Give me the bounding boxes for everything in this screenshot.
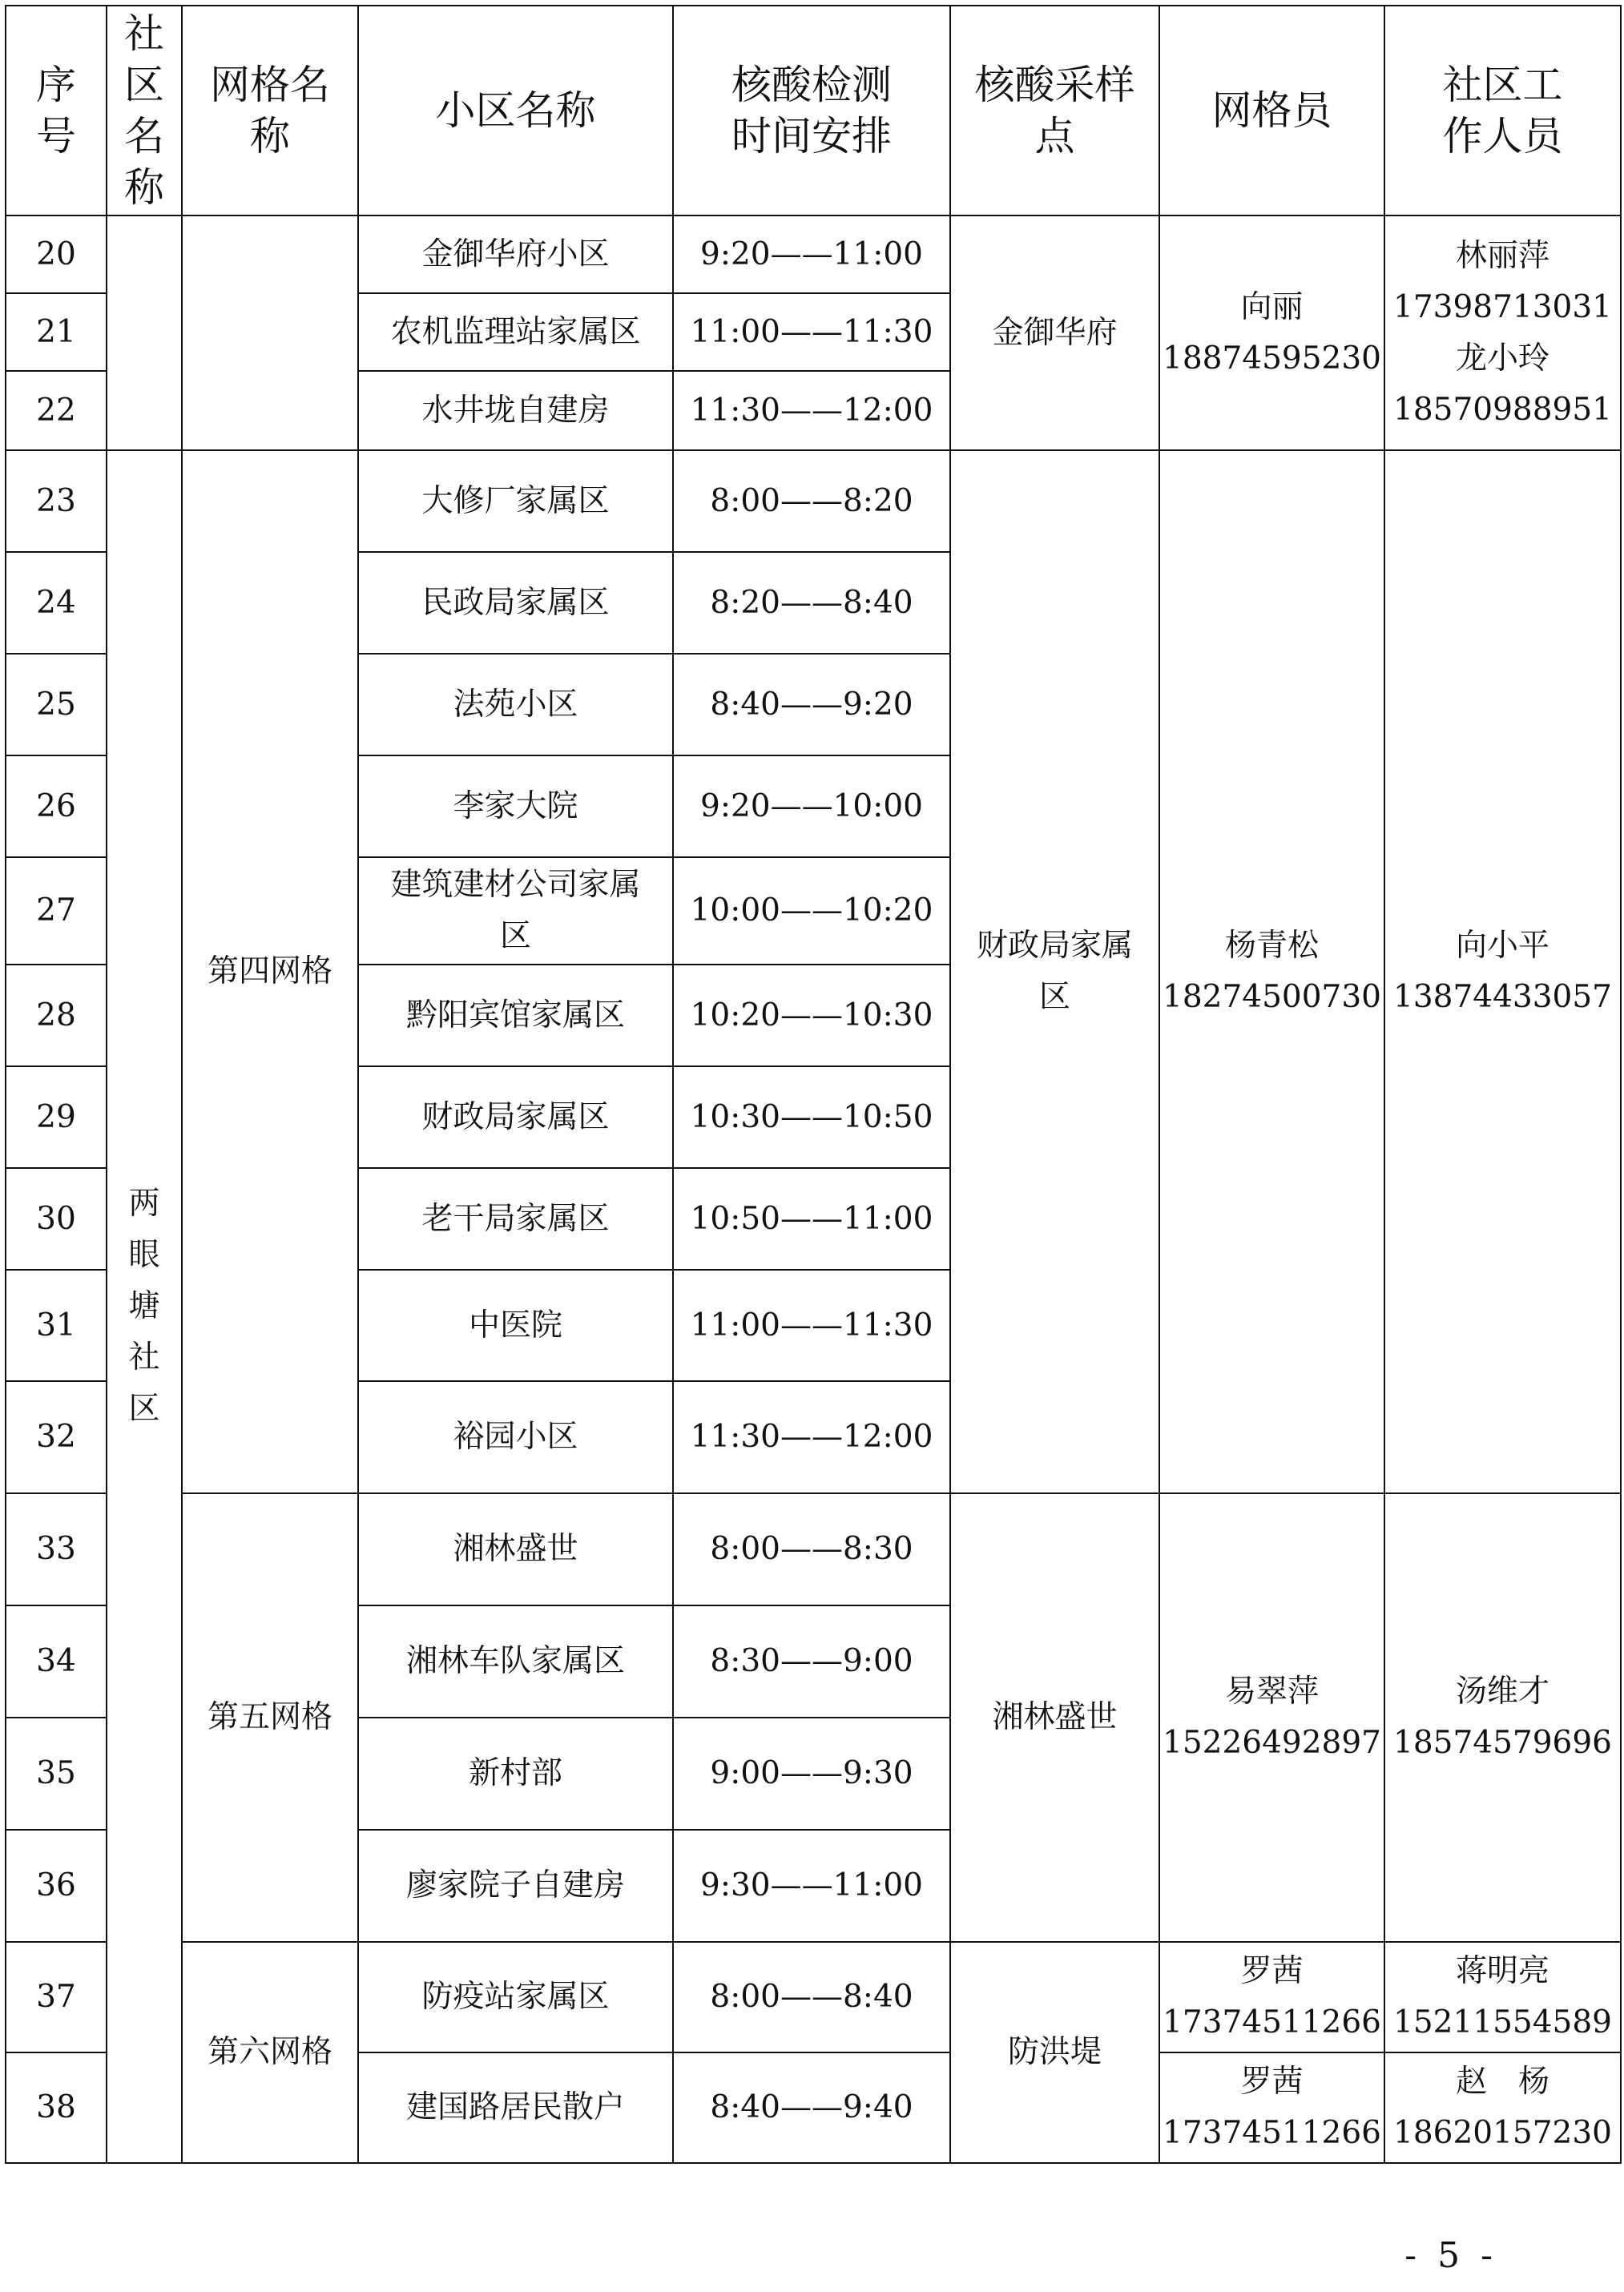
row-number: 28 — [6, 965, 107, 1066]
sampling-site: 金御华府 — [950, 216, 1159, 450]
schedule-table — [5, 5, 1622, 2164]
header-seq: 序 号 — [6, 6, 107, 216]
community-cell-blank — [107, 216, 182, 450]
compound-name: 大修厂家属区 — [358, 450, 673, 552]
table-row — [6, 450, 1621, 552]
community-staff: 蒋明亮 15211554589 — [1384, 1942, 1621, 2052]
row-number: 29 — [6, 1066, 107, 1168]
compound-name: 湘林车队家属区 — [358, 1605, 673, 1718]
time-slot: 11:30——12:00 — [673, 1381, 950, 1493]
time-slot: 8:20——8:40 — [673, 552, 950, 654]
time-slot: 11:30——12:00 — [673, 371, 950, 450]
time-slot: 9:00——9:30 — [673, 1718, 950, 1830]
time-slot: 9:30——11:00 — [673, 1830, 950, 1942]
compound-name: 裕园小区 — [358, 1381, 673, 1493]
header-staff: 社区工 作人员 — [1384, 6, 1621, 216]
row-number: 24 — [6, 552, 107, 654]
row-number: 33 — [6, 1493, 107, 1605]
row-number: 32 — [6, 1381, 107, 1493]
compound-name: 水井垅自建房 — [358, 371, 673, 450]
time-slot: 10:50——11:00 — [673, 1168, 950, 1270]
time-slot: 11:00——11:30 — [673, 1270, 950, 1381]
grid-name: 第四网格 — [182, 450, 358, 1493]
compound-name: 建国路居民散户 — [358, 2052, 673, 2163]
time-slot: 11:00——11:30 — [673, 293, 950, 371]
row-number: 22 — [6, 371, 107, 450]
table-row — [6, 1942, 1621, 2052]
row-number: 20 — [6, 216, 107, 293]
compound-name: 法苑小区 — [358, 654, 673, 755]
time-slot: 9:20——11:00 — [673, 216, 950, 293]
compound-name: 金御华府小区 — [358, 216, 673, 293]
time-slot: 10:20——10:30 — [673, 965, 950, 1066]
compound-name: 建筑建材公司家属 区 — [358, 857, 673, 965]
row-number: 23 — [6, 450, 107, 552]
compound-name: 湘林盛世 — [358, 1493, 673, 1605]
compound-name: 黔阳宾馆家属区 — [358, 965, 673, 1066]
compound-name: 中医院 — [358, 1270, 673, 1381]
time-slot: 8:40——9:40 — [673, 2052, 950, 2163]
time-slot: 8:00——8:20 — [673, 450, 950, 552]
row-number: 21 — [6, 293, 107, 371]
header-grid-officer: 网格员 — [1159, 6, 1384, 216]
time-slot: 10:30——10:50 — [673, 1066, 950, 1168]
compound-name: 老干局家属区 — [358, 1168, 673, 1270]
row-number: 30 — [6, 1168, 107, 1270]
header-row — [6, 6, 1621, 216]
row-number: 25 — [6, 654, 107, 755]
header-site: 核酸采样 点 — [950, 6, 1159, 216]
grid-name: 第五网格 — [182, 1493, 358, 1942]
grid-officer: 易翠萍 15226492897 — [1159, 1493, 1384, 1942]
sampling-site: 防洪堤 — [950, 1942, 1159, 2163]
table-row — [6, 1493, 1621, 1605]
row-number: 36 — [6, 1830, 107, 1942]
community-staff: 赵 杨 18620157230 — [1384, 2052, 1621, 2163]
time-slot: 8:40——9:20 — [673, 654, 950, 755]
time-slot: 9:20——10:00 — [673, 755, 950, 857]
compound-name: 廖家院子自建房 — [358, 1830, 673, 1942]
community-staff: 汤维才 18574579696 — [1384, 1493, 1621, 1942]
time-slot: 8:00——8:40 — [673, 1942, 950, 2052]
grid-officer: 杨青松 18274500730 — [1159, 450, 1384, 1493]
header-community: 社 区 名 称 — [107, 6, 182, 216]
header-schedule: 核酸检测 时间安排 — [673, 6, 950, 216]
row-number: 34 — [6, 1605, 107, 1718]
community-staff: 林丽萍 17398713031 龙小玲 18570988951 — [1384, 216, 1621, 450]
compound-name: 财政局家属区 — [358, 1066, 673, 1168]
page-number: - 5 - — [1404, 2235, 1497, 2276]
grid-officer: 向丽 18874595230 — [1159, 216, 1384, 450]
compound-name: 民政局家属区 — [358, 552, 673, 654]
compound-name: 防疫站家属区 — [358, 1942, 673, 2052]
header-grid-name: 网格名 称 — [182, 6, 358, 216]
time-slot: 8:00——8:30 — [673, 1493, 950, 1605]
row-number: 35 — [6, 1718, 107, 1830]
compound-name: 农机监理站家属区 — [358, 293, 673, 371]
row-number: 38 — [6, 2052, 107, 2163]
time-slot: 8:30——9:00 — [673, 1605, 950, 1718]
time-slot: 10:00——10:20 — [673, 857, 950, 965]
grid-officer: 罗茜 17374511266 — [1159, 2052, 1384, 2163]
community-name: 两 眼 塘 社 区 — [107, 450, 182, 2163]
sampling-site: 财政局家属 区 — [950, 450, 1159, 1493]
row-number: 37 — [6, 1942, 107, 2052]
grid-officer: 罗茜 17374511266 — [1159, 1942, 1384, 2052]
grid-name: 第六网格 — [182, 1942, 358, 2163]
row-number: 26 — [6, 755, 107, 857]
grid-cell-blank — [182, 216, 358, 450]
header-compound: 小区名称 — [358, 6, 673, 216]
sampling-site: 湘林盛世 — [950, 1493, 1159, 1942]
row-number: 31 — [6, 1270, 107, 1381]
row-number: 27 — [6, 857, 107, 965]
compound-name: 李家大院 — [358, 755, 673, 857]
table-row — [6, 216, 1621, 293]
compound-name: 新村部 — [358, 1718, 673, 1830]
community-staff: 向小平 13874433057 — [1384, 450, 1621, 1493]
